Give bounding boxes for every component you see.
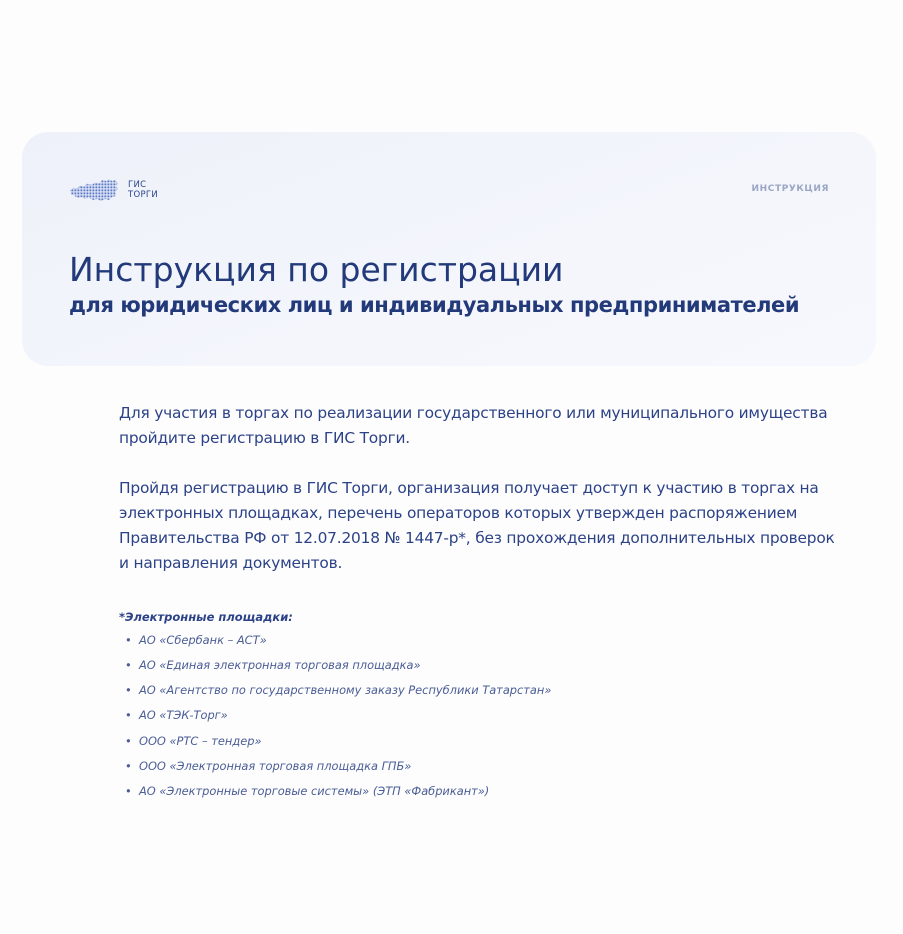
- gis-torgi-logo[interactable]: [68, 177, 158, 203]
- logo-line-2: ТОРГИ: [128, 190, 159, 200]
- section-tag: ИНСТРУКЦИЯ: [751, 184, 829, 194]
- page-subtitle: для юридических лиц и индивидуальных предпринимателей: [69, 293, 800, 317]
- logo-line-1: ГИС: [128, 180, 147, 190]
- list-item: • АО «Электронные торговые системы» (ЭТП «Фабрикант»): [119, 784, 839, 809]
- platforms-note-title: *Электронные площадки:: [119, 609, 293, 624]
- logo-text: [128, 180, 158, 200]
- list-item: • АО «Агентство по государственному заказу Республики Татарстан»: [119, 683, 839, 708]
- list-item: • АО «ТЭК-Торг»: [119, 708, 839, 733]
- list-item: • ООО «РТС – тендер»: [119, 734, 839, 759]
- main-content: [119, 401, 839, 809]
- header-card: [22, 132, 876, 366]
- platforms-list: [119, 633, 839, 809]
- russia-map-logo-icon: [68, 177, 120, 203]
- intro-paragraph: Для участия в торгах по реализации государственного или муниципального имущества пройдите регистрацию в ГИС Торги.: [119, 404, 828, 448]
- list-item: • АО «Сбербанк – АСТ»: [119, 633, 839, 658]
- page-title: Инструкция по регистрации: [69, 250, 564, 289]
- list-item: • АО «Единая электронная торговая площадка»: [119, 658, 839, 683]
- list-item: • ООО «Электронная торговая площадка ГПБ»: [119, 759, 839, 784]
- access-paragraph: Пройдя регистрацию в ГИС Торги, организация получает доступ к участию в торгах на электронных площадках, перечень операторов которых утвержден распоряжением Правительства РФ от 12.07.2018 № 1447-р*, без прохождения дополнительных проверок и направления документов.: [119, 478, 835, 573]
